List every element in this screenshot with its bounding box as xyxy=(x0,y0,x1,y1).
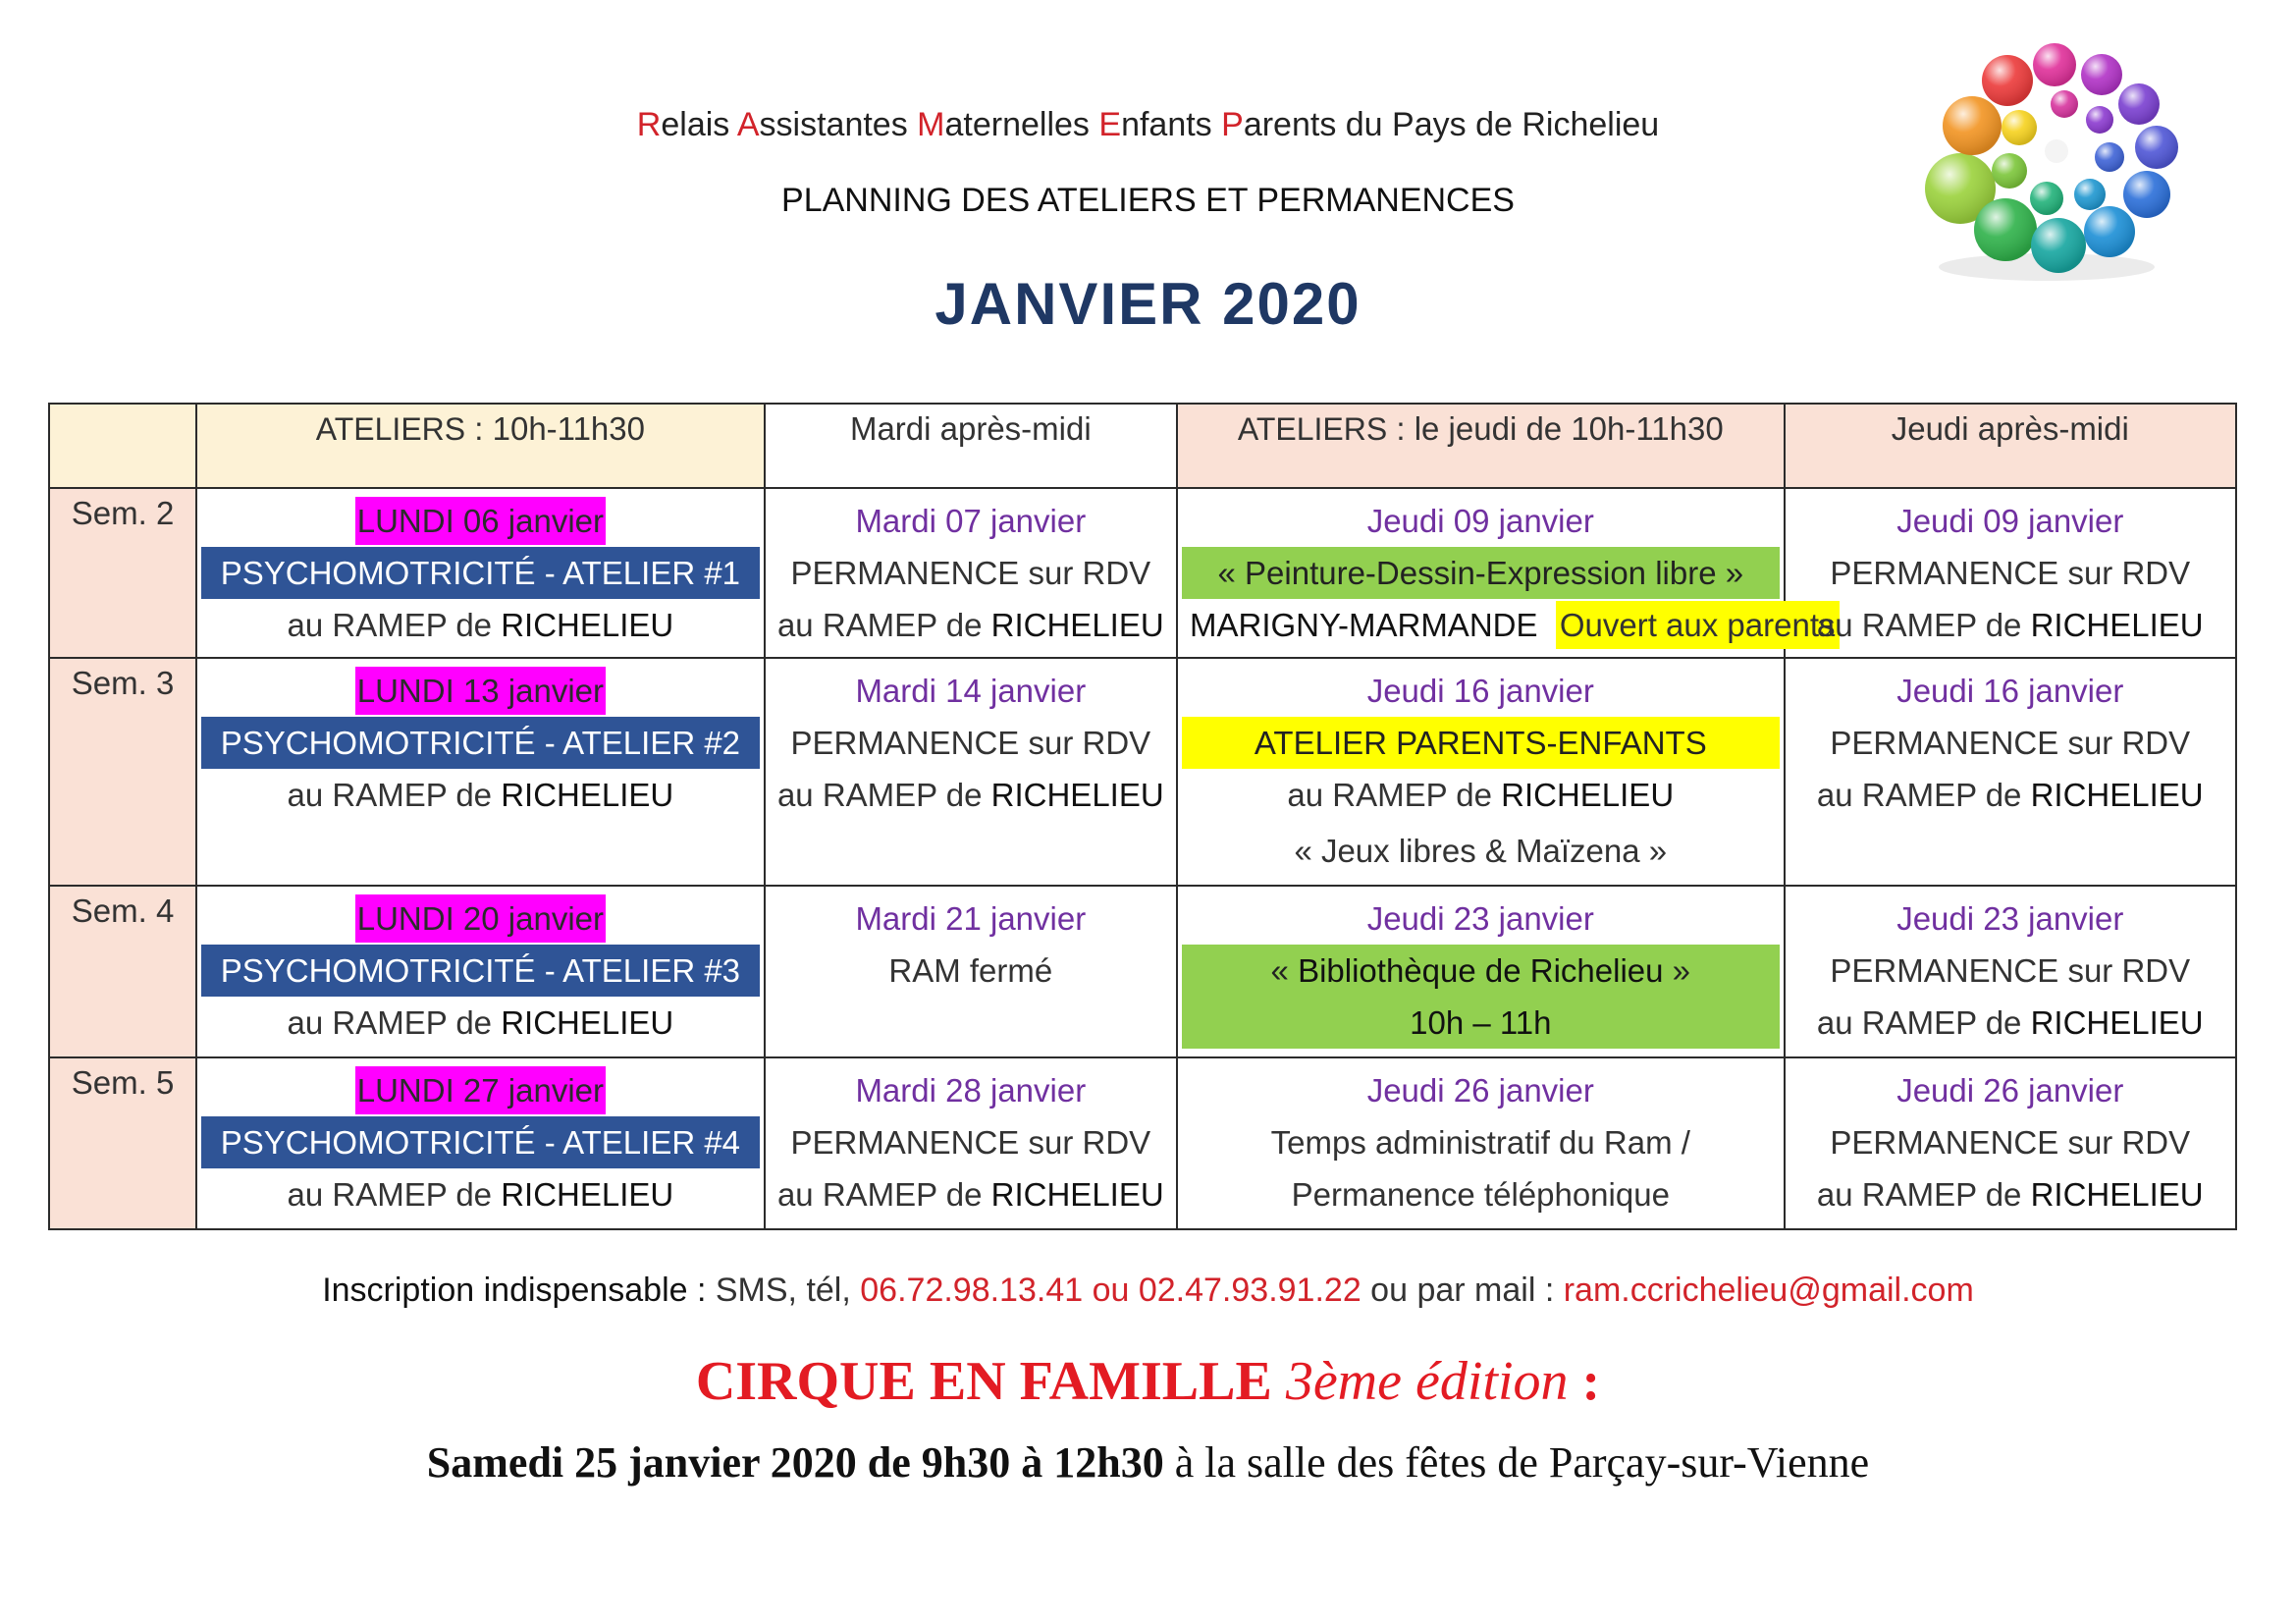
jeudi-note-badge: Ouvert aux parents xyxy=(1556,601,1840,649)
mardi-day: Mardi 28 janvier xyxy=(855,1072,1087,1109)
registration-mid: SMS, tél, xyxy=(706,1272,861,1309)
place-prefix: au RAMEP de xyxy=(776,1176,991,1213)
org-word-assistantes: ssistantes xyxy=(759,106,918,143)
quote-close: » xyxy=(1663,952,1691,989)
jeudi-day: Jeudi 16 janvier xyxy=(1366,673,1594,709)
jeudi-line1: Temps administratif du Ram / xyxy=(1270,1124,1690,1161)
org-initial-e: E xyxy=(1098,106,1122,143)
jeudi-pm-place xyxy=(1789,1168,2231,1220)
table-row xyxy=(49,1057,2236,1229)
jeudi-line2: Permanence téléphonique xyxy=(1291,1176,1670,1213)
jeudi-activity: « Peinture-Dessin-Expression libre » xyxy=(1182,547,1780,599)
jeudi-pm-day: Jeudi 09 janvier xyxy=(1896,503,2124,539)
mardi-line1: PERMANENCE sur RDV xyxy=(790,1124,1151,1161)
org-word-parents: arents du Pays de Richelieu xyxy=(1243,106,1660,143)
mardi-cell xyxy=(765,658,1177,886)
week-label: Sem. 3 xyxy=(49,658,196,886)
jeudi-pm-cell xyxy=(1785,886,2236,1057)
jeudi-pm-place xyxy=(1789,769,2231,821)
atelier-title: PSYCHOMOTRICITÉ - ATELIER #1 xyxy=(201,547,760,599)
header-ateliers-time: : 10h-11h30 xyxy=(465,410,645,447)
header-ateliers-lundi xyxy=(196,404,765,488)
mardi-place xyxy=(770,769,1172,821)
place-prefix: au RAMEP de xyxy=(1816,1176,2031,1213)
jeudi-pm-line1: PERMANENCE sur RDV xyxy=(1830,952,2191,989)
place-city: RICHELIEU xyxy=(2030,777,2204,813)
place-prefix: au RAMEP de xyxy=(1816,1004,2031,1041)
cirque-date xyxy=(0,1437,2296,1488)
place-prefix: au RAMEP de xyxy=(287,1004,502,1041)
atelier-place xyxy=(201,1168,760,1220)
atelier-title: PSYCHOMOTRICITÉ - ATELIER #4 xyxy=(201,1116,760,1168)
cirque-edition: 3ème édition xyxy=(1271,1351,1569,1412)
place-prefix: au RAMEP de xyxy=(1816,607,2031,643)
cirque-title xyxy=(0,1350,2296,1413)
mardi-cell xyxy=(765,886,1177,1057)
place-prefix: au RAMEP de xyxy=(287,607,502,643)
atelier-cell xyxy=(196,658,765,886)
week-label: Sem. 2 xyxy=(49,488,196,658)
jeudi-place xyxy=(1182,769,1780,821)
jeudi-hours: 10h – 11h xyxy=(1182,997,1780,1049)
place-city: RICHELIEU xyxy=(2030,1004,2204,1041)
atelier-day: LUNDI 06 janvier xyxy=(355,497,606,545)
cirque-name: CIRQUE EN FAMILLE xyxy=(695,1351,1272,1412)
org-word-maternelles: aternelles xyxy=(944,106,1099,143)
header-ateliers-jeudi-label: ATELIERS xyxy=(1237,411,1388,447)
table-row xyxy=(49,886,2236,1057)
jeudi-library: Bibliothèque de Richelieu xyxy=(1298,952,1664,989)
jeudi-cell xyxy=(1177,488,1836,658)
mardi-cell xyxy=(765,1057,1177,1229)
org-initial-r: R xyxy=(636,106,662,143)
org-word-relais: elais xyxy=(661,106,737,143)
month-title: JANVIER 2020 xyxy=(934,271,1362,337)
mardi-day: Mardi 07 janvier xyxy=(855,503,1087,539)
table-header-row xyxy=(49,404,2236,488)
place-city: RICHELIEU xyxy=(501,607,674,643)
mardi-cell xyxy=(765,488,1177,658)
mardi-day: Mardi 21 janvier xyxy=(855,900,1087,937)
atelier-place xyxy=(201,769,760,821)
place-city: RICHELIEU xyxy=(990,607,1164,643)
jeudi-pm-day: Jeudi 16 janvier xyxy=(1896,673,2124,709)
place-city: RICHELIEU xyxy=(990,1176,1164,1213)
cirque-date-bold: Samedi 25 janvier 2020 de 9h30 à 12h30 xyxy=(426,1438,1164,1487)
jeudi-day: Jeudi 23 janvier xyxy=(1366,900,1594,937)
jeudi-cell xyxy=(1177,886,1785,1057)
place-prefix: au RAMEP de xyxy=(1287,777,1502,813)
jeudi-pm-day: Jeudi 26 janvier xyxy=(1896,1072,2124,1109)
mardi-place xyxy=(770,1168,1172,1220)
jeudi-pm-line1: PERMANENCE sur RDV xyxy=(1830,1124,2191,1161)
jeudi-pm-cell xyxy=(1785,488,2236,658)
jeudi-place-line xyxy=(1182,599,1836,651)
mardi-place xyxy=(770,599,1172,651)
place-city: RICHELIEU xyxy=(2030,1176,2204,1213)
cirque-location: à la salle des fêtes de Parçay-sur-Vienne xyxy=(1163,1438,1870,1487)
place-prefix: au RAMEP de xyxy=(287,1176,502,1213)
jeudi-place: MARIGNY-MARMANDE xyxy=(1190,607,1538,643)
planning-table xyxy=(48,403,2237,1230)
jeudi-pm-line1: PERMANENCE sur RDV xyxy=(1830,725,2191,761)
atelier-place xyxy=(201,997,760,1049)
jeudi-day: Jeudi 26 janvier xyxy=(1366,1072,1594,1109)
jeudi-pm-cell xyxy=(1785,658,2236,886)
cirque-colon: : xyxy=(1568,1351,1601,1412)
place-city: RICHELIEU xyxy=(501,777,674,813)
week-label: Sem. 5 xyxy=(49,1057,196,1229)
header-ateliers-label: ATELIERS xyxy=(315,411,466,447)
planning-subtitle: PLANNING DES ATELIERS ET PERMANENCES xyxy=(781,182,1515,219)
jeudi-cell xyxy=(1177,1057,1785,1229)
place-city: RICHELIEU xyxy=(990,777,1164,813)
atelier-cell xyxy=(196,488,765,658)
jeudi-pm-place xyxy=(1789,997,2231,1049)
place-city: RICHELIEU xyxy=(501,1004,674,1041)
jeudi-cell xyxy=(1177,658,1785,886)
jeudi-pm-line1: PERMANENCE sur RDV xyxy=(1830,555,2191,591)
registration-label: Inscription indispensable : xyxy=(322,1272,707,1309)
mardi-line1: PERMANENCE sur RDV xyxy=(790,725,1151,761)
mardi-line1: RAM fermé xyxy=(888,952,1053,989)
org-initial-m: M xyxy=(917,106,945,143)
jeudi-day: Jeudi 09 janvier xyxy=(1366,503,1594,539)
header-mardi: Mardi après-midi xyxy=(765,404,1177,488)
registration-mail-label: ou par mail : xyxy=(1361,1272,1564,1309)
place-city: RICHELIEU xyxy=(1501,777,1675,813)
header-ateliers-jeudi xyxy=(1177,404,1785,488)
org-word-enfants: nfants xyxy=(1121,106,1222,143)
mardi-line1: PERMANENCE sur RDV xyxy=(790,555,1151,591)
header-ateliers-jeudi-time: : le jeudi de 10h-11h30 xyxy=(1387,410,1724,447)
place-prefix: au RAMEP de xyxy=(776,607,991,643)
header-jeudi-pm: Jeudi après-midi xyxy=(1785,404,2236,488)
table-row xyxy=(49,488,2236,658)
atelier-day: LUNDI 20 janvier xyxy=(355,894,606,943)
mardi-day: Mardi 14 janvier xyxy=(855,673,1087,709)
week-label: Sem. 4 xyxy=(49,886,196,1057)
jeudi-pm-place xyxy=(1789,599,2231,651)
place-prefix: au RAMEP de xyxy=(287,777,502,813)
quote-open: « xyxy=(1270,952,1299,989)
atelier-title: PSYCHOMOTRICITÉ - ATELIER #2 xyxy=(201,717,760,769)
place-prefix: au RAMEP de xyxy=(1816,777,2031,813)
phone-numbers[interactable]: 06.72.98.13.41 ou 02.47.93.91.22 xyxy=(860,1272,1362,1309)
atelier-place xyxy=(201,599,760,651)
table-row xyxy=(49,658,2236,886)
jeudi-pm-day: Jeudi 23 janvier xyxy=(1896,900,2124,937)
atelier-cell xyxy=(196,1057,765,1229)
org-initial-p: P xyxy=(1221,106,1244,143)
colorful-spheres-logo-icon xyxy=(1899,22,2194,287)
atelier-cell xyxy=(196,886,765,1057)
header-empty-cell xyxy=(49,404,196,488)
jeudi-pm-cell xyxy=(1785,1057,2236,1229)
place-prefix: au RAMEP de xyxy=(776,777,991,813)
jeudi-extra: « Jeux libres & Maïzena » xyxy=(1294,833,1668,869)
atelier-day: LUNDI 13 janvier xyxy=(355,667,606,715)
atelier-title: PSYCHOMOTRICITÉ - ATELIER #3 xyxy=(201,945,760,997)
place-city: RICHELIEU xyxy=(501,1176,674,1213)
jeudi-activity xyxy=(1182,945,1780,997)
atelier-day: LUNDI 27 janvier xyxy=(355,1066,606,1114)
org-initial-a: A xyxy=(736,106,760,143)
place-city: RICHELIEU xyxy=(2030,607,2204,643)
jeudi-activity: ATELIER PARENTS-ENFANTS xyxy=(1182,717,1780,769)
email-link[interactable]: ram.ccrichelieu@gmail.com xyxy=(1563,1272,1974,1309)
registration-info xyxy=(0,1272,2296,1310)
